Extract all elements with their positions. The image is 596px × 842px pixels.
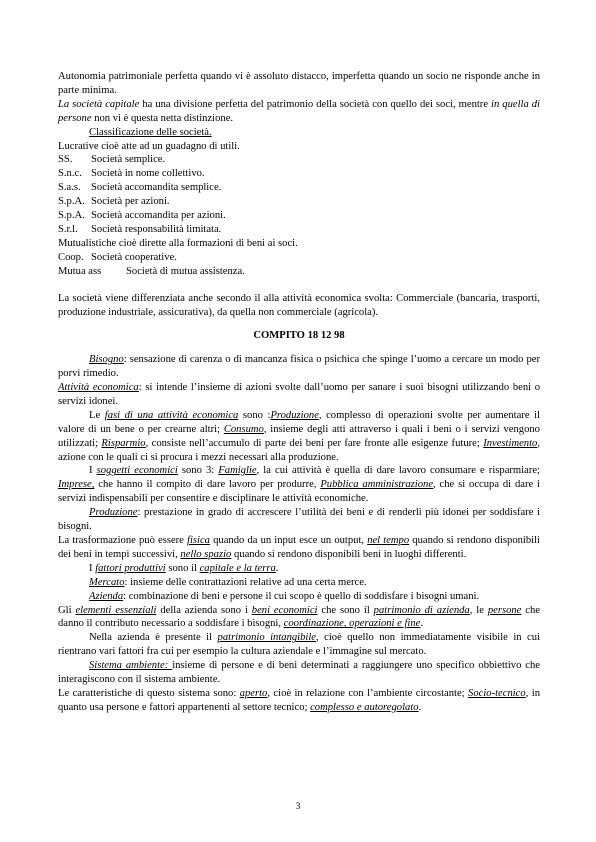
term-attivita: Attività economica: [58, 382, 139, 394]
classification-title: Classificazione delle società.: [89, 126, 212, 138]
term-sistema: Sistema ambiente:: [89, 660, 173, 672]
term-azienda: Azienda: [89, 590, 124, 602]
coop-row: Coop. Società cooperative.: [58, 251, 177, 263]
paragraph-fattori: I fattori produttivi sono il capitale e la terra.: [89, 562, 279, 574]
spacer: [58, 279, 540, 293]
paragraph-autonomia: Autonomia patrimoniale perfetta quando vi è assoluto distacco, imperfetta quando un socio ne risponde anche in parte minima.: [58, 71, 540, 96]
term-bisogno: Bisogno: [89, 354, 124, 366]
section-heading: COMPITO 18 12 98: [253, 330, 345, 342]
paragraph-produzione: Produzione: prestazione in grado di accrescere l’utilità dei beni e di renderli più idonei per soddisfare i bisogni.: [58, 507, 540, 533]
italic-societa-capitale: La società capitale: [58, 98, 140, 110]
page-number: 3: [295, 802, 301, 812]
term-mercato: Mercato: [89, 576, 125, 588]
paragraph-sistema: Sistema ambiente: insieme di persone e di beni determinati a raggiungere uno specifico obbiettivo che interagiscono con il sistema ambiente.: [58, 660, 540, 686]
paragraph-azienda: Azienda: combinazione di beni e persone il cui scopo è quello di soddisfare i bisogni umani.: [89, 590, 480, 602]
paragraph-caratteristiche: Le caratteristiche di questo sistema sono: aperto, cioè in relazione con l’ambiente circostante; Socio-tecnico, in quanto usa persone e fattori appartenenti al settore tecnico; complesso e autoregolato.: [58, 687, 540, 713]
paragraph-attivita: Attività economica: si intende l’insieme di azioni svolte dall’uomo per sanare i suoi bisogni utilizzando beni o servizi idonei.: [58, 382, 540, 407]
company-row: S.a.s. Società accomandita semplice.: [58, 182, 222, 194]
paragraph-bisogno: Bisogno: sensazione di carenza o di mancanza fisica o psichica che spinge l’uomo a cercare un modo per porvi rimedio.: [58, 354, 540, 380]
lucrative-line: Lucrative cioè atte ad un guadagno di utili.: [58, 140, 240, 152]
document-body: [58, 70, 540, 715]
paragraph-nella-azienda: Nella azienda è presente il patrimonio intangibile, cioè quello non immediatamente visibile in cui rientrano vari fattori fra cui per esempio la cultura aziendale e l’immagine sul mercato.: [58, 632, 540, 658]
company-row: S.p.A. Società accomandita per azioni.: [58, 210, 226, 222]
paragraph-elementi: Gli elementi essenziali della azienda sono i beni economici che sono il patrimonio di azienda, le persone che danno il contributo necessario a soddisfare i bisogni, coordinazione, operazioni e fine.: [58, 604, 540, 630]
paragraph-soggetti: I soggetti economici sono 3: Famiglie, la cui attività è quella di dare lavoro consumare e risparmiare; Imprese, che hanno il compito di dare lavoro per produrre, Pubblica amministrazione, che si occupa di dare i servizi indispensabili per consentire e disciplinare le attività economiche.: [58, 465, 540, 505]
term-produzione: Produzione: [89, 507, 138, 519]
mutual-line: Mutualistiche cioè dirette alla formazioni di beni ai soci.: [58, 237, 298, 249]
paragraph-mercato: Mercato: insieme delle contrattazioni relative ad una certa merce.: [89, 576, 367, 588]
company-row: S.n.c. Società in nome collettivo.: [58, 168, 205, 180]
paragraph-fasi: Le fasi di una attività economica sono :Produzione, complesso di operazioni svolte per aumentare il valore di un bene o per crearne altri; Consumo, insieme degli atti attraverso i quali i beni o i servizi vengono utilizzati; Risparmio, consiste nell’accumulo di parte dei beni per fare fronte alle esigenze future; Investimento, azione con le quali ci si procura i mezzi necessari alla produzione.: [58, 409, 540, 463]
company-row: S.p.A. Società per azioni.: [58, 196, 170, 208]
company-row: SS. Società semplice.: [58, 154, 166, 166]
paragraph-differenziata: La società viene differenziata anche secondo il alla attività economica svolta: Commerciale (bancaria, trasporti, produzione industriale, assicurativa), da quella non commerciale (agricola).: [58, 293, 540, 319]
paragraph-trasformazione: La trasformazione può essere fisica quando da un input esce un output, nel tempo quando si rendono disponibili dei beni in tempi successivi, nello spazio quando si rendono disponibili beni in luoghi differenti.: [58, 534, 540, 560]
italic-societa-persone: in quella di persone: [58, 98, 540, 124]
mutua-row: Mutua ass Società di mutua assistenza.: [58, 265, 245, 277]
paragraph-societa-capitale: La società capitale ha una divisione perfetta del patrimonio della società con quello dei soci, mentre in quella di persone non vi è questa netta distinzione.: [58, 98, 540, 124]
company-row: S.r.l. Società responsabilità limitata.: [58, 223, 222, 235]
